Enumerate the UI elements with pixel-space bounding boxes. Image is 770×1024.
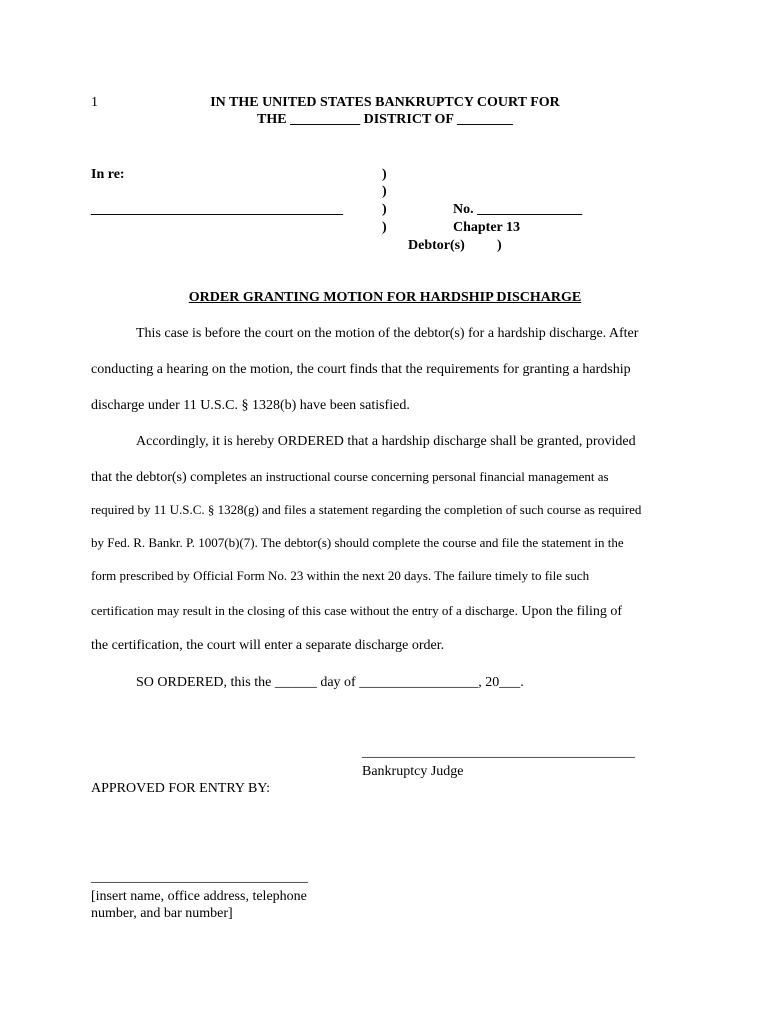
body-line-part: certification may result in the closing of this case without the entry of a discharge. bbox=[91, 603, 518, 618]
caption-paren: ) bbox=[382, 184, 387, 199]
body-line: the certification, the court will enter a separate discharge order. bbox=[91, 638, 445, 653]
body-line: by Fed. R. Bankr. P. 1007(b)(7). The debtor(s) should complete the course and file the statement in the bbox=[91, 535, 624, 550]
body-line: form prescribed by Official Form No. 23 within the next 20 days. The failure timely to file such bbox=[91, 568, 590, 583]
approved-label: APPROVED FOR ENTRY BY: bbox=[91, 781, 271, 796]
page-number: 1 bbox=[91, 95, 98, 110]
body-line: required by 11 U.S.C. § 1328(g) and files a statement regarding the completion of such course as required bbox=[91, 502, 642, 517]
caption-paren: ) bbox=[382, 220, 387, 235]
body-line: conducting a hearing on the motion, the court finds that the requirements for granting a hardship bbox=[91, 362, 631, 377]
body-line-part: that the debtor(s) completes bbox=[91, 470, 247, 485]
order-title: ORDER GRANTING MOTION FOR HARDSHIP DISCHARGE bbox=[188, 290, 582, 305]
case-number: No. _______________ bbox=[453, 202, 583, 217]
in-re-label: In re: bbox=[91, 167, 125, 182]
body-line bbox=[91, 602, 622, 620]
court-heading-line2: THE __________ DISTRICT OF ________ bbox=[257, 112, 513, 127]
chapter-label: Chapter 13 bbox=[453, 220, 521, 235]
judge-label: Bankruptcy Judge bbox=[362, 764, 464, 779]
body-line: Accordingly, it is hereby ORDERED that a hardship discharge shall be granted, provided bbox=[136, 434, 636, 449]
caption-paren: ) bbox=[497, 238, 502, 253]
debtors-label: Debtor(s) bbox=[408, 238, 465, 253]
debtor-name-blank: ____________________________________ bbox=[91, 202, 343, 217]
judge-signature-line: _______________________________________ bbox=[362, 745, 635, 760]
court-heading-line1: IN THE UNITED STATES BANKRUPTCY COURT FOR bbox=[210, 95, 560, 110]
body-line: discharge under 11 U.S.C. § 1328(b) have been satisfied. bbox=[91, 398, 410, 413]
caption-paren: ) bbox=[382, 202, 387, 217]
attorney-info: [insert name, office address, telephone bbox=[91, 889, 307, 904]
body-line: This case is before the court on the motion of the debtor(s) for a hardship discharge. After bbox=[136, 326, 639, 341]
body-line-part: an instructional course concerning personal financial management as bbox=[246, 469, 609, 484]
so-ordered-line: SO ORDERED, this the ______ day of _________________, 20___. bbox=[136, 675, 524, 690]
caption-paren: ) bbox=[382, 167, 387, 182]
body-line-part: Upon the filing of bbox=[517, 604, 623, 619]
attorney-info: number, and bar number] bbox=[91, 906, 233, 921]
attorney-signature-line: _______________________________ bbox=[91, 870, 308, 885]
body-line bbox=[91, 468, 609, 486]
